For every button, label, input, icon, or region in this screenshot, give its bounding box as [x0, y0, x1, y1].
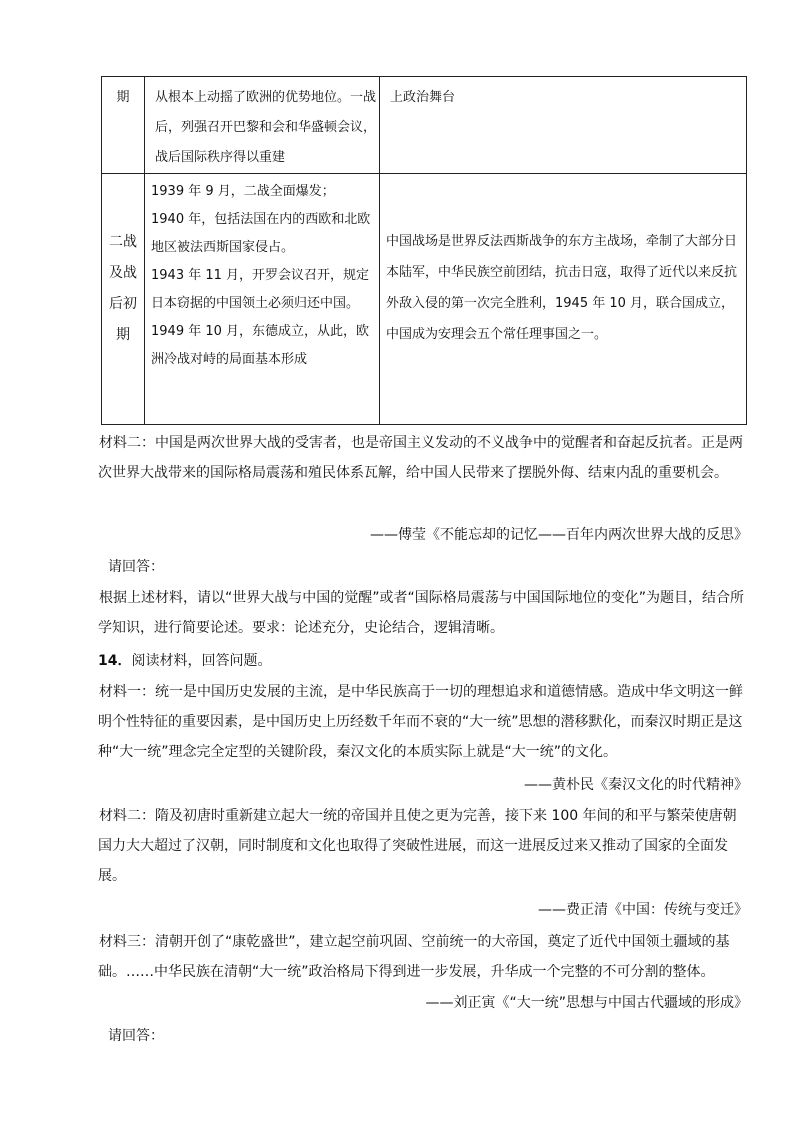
events-text: 从根本上动摇了欧洲的优势地位。一战后，列强召开巴黎和会和华盛顿会议，战后国际秩序得以重建 — [155, 90, 377, 165]
q13-material2: 材料二：中国是两次世界大战的受害者，也是帝国主义发动的不义战争中的觉醒者和奋起反抗者。正是两次世界大战带来的国际格局震荡和殖民体系瓦解，给中国人民带来了摆脱外侮、结束内乱的重要机会。 — [98, 435, 743, 481]
history-comparison-table — [101, 76, 747, 425]
china-cell — [380, 174, 747, 425]
q13-material2-source: ——傅莹《不能忘却的记忆——百年内两次世界大战的反思》 — [370, 527, 748, 543]
question-title: 阅读材料，回答问题。 — [131, 653, 272, 669]
q14-material3-source: ——刘正寅《“大一统”思想与中国古代疆域的形成》 — [425, 995, 748, 1011]
event-item: 1939 年 9 月，二战全面爆发； — [151, 184, 335, 199]
q14-material1-source: ——黄朴民《秦汉文化的时代精神》 — [524, 777, 748, 793]
question-number: 14． — [98, 653, 132, 669]
period-text: 期 — [116, 90, 130, 105]
table-row — [102, 174, 747, 425]
period-cell — [102, 77, 145, 174]
q14-material3: 材料三：清朝开创了“康乾盛世”，建立起空前巩固、空前统一的大帝国，奠定了近代中国领土疆域的基础。……中华民族在清朝“大一统”政治格局下得到进一步发展，升华成一个完整的不可分割的整体。 — [98, 934, 730, 980]
china-text: 中国战场是世界反法西斯战争的东方主战场，牵制了大部分日本陆军，中华民族空前团结，抗击日寇，取得了近代以来反抗外敌入侵的第一次完全胜利，1945 年 10 月，联合国成立，中国成为安理会五个常任理事国之一。 — [386, 234, 738, 342]
q14-material2: 材料二：隋及初唐时重新建立起大一统的帝国并且使之更为完善，接下来 100 年间的和平与繁荣使唐朝国力大大超过了汉朝，同时制度和文化也取得了突破性进展，而这一进展反过来又推动了国家的全面发展。 — [98, 808, 737, 884]
china-cell — [380, 77, 747, 174]
q14-prompt: 请回答： — [108, 1028, 164, 1044]
event-item: 1943 年 11 月，开罗会议召开，规定日本窃据的中国领土必须归还中国。 — [151, 268, 370, 311]
q14-heading — [98, 646, 748, 676]
period-text: 二战及战后初期 — [109, 234, 137, 343]
q14-material2-source: ——费正清《中国：传统与变迁》 — [538, 902, 748, 918]
q13-prompt: 请回答： — [108, 559, 164, 575]
q14-material1: 材料一：统一是中国历史发展的主流，是中华民族高于一切的理想追求和道德情感。造成中华文明这一鲜明个性特征的重要因素，是中国历史上历经数千年而不衰的“大一统”思想的潜移默化，而秦汉时期正是这种“大一统”理念完全定型的关键阶段，秦汉文化的本质实际上就是“大一统”的文化。 — [98, 684, 743, 760]
q13-task: 根据上述材料，请以“世界大战与中国的觉醒”或者“国际格局震荡与中国国际地位的变化”为题目，结合所学知识，进行简要论述。要求：论述充分，史论结合，逻辑清晰。 — [98, 590, 745, 636]
period-cell — [102, 174, 145, 425]
events-cell — [145, 77, 380, 174]
event-item: 1940 年，包括法国在内的西欧和北欧地区被法西斯国家侵占。 — [151, 212, 371, 255]
china-text: 上政治舞台 — [390, 90, 456, 105]
event-item: 1949 年 10 月，东德成立，从此，欧洲冷战对峙的局面基本形成 — [151, 324, 370, 367]
table-row — [102, 77, 747, 174]
events-cell — [145, 174, 380, 425]
